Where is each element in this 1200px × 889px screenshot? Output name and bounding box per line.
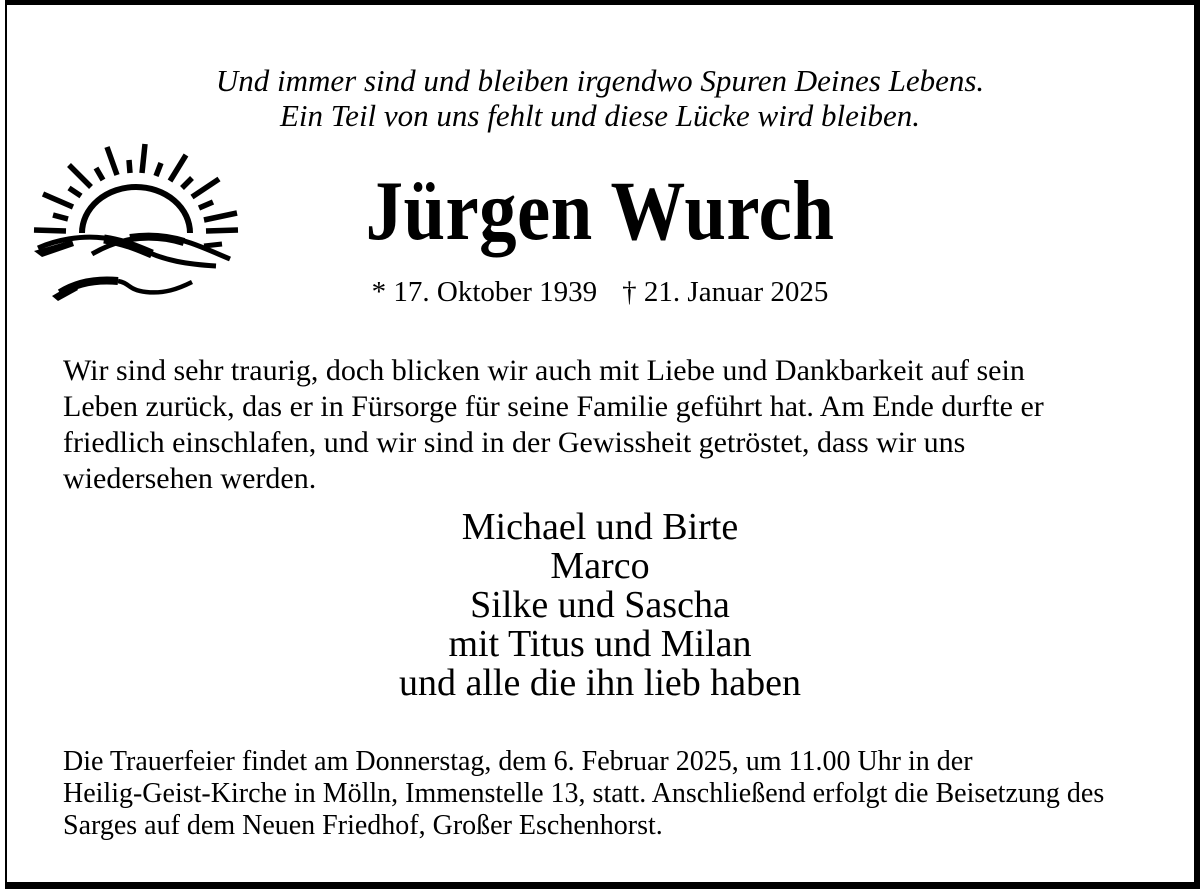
mourners-line-1: Michael und Birte — [461, 506, 739, 548]
condolence-line-1: Wir sind sehr traurig, doch blicken wir auch mit Liebe und Dankbarkeit auf sein — [63, 354, 1025, 387]
deceased-name: Jürgen Wurch — [365, 164, 835, 258]
mourners-line-5: und alle die ihn lieb haben — [398, 662, 802, 704]
condolence-line-3: friedlich einschlafen, und wir sind in der Gewissheit getröstet, dass wir uns — [63, 426, 966, 459]
mourners-line-3: Silke und Sascha — [470, 584, 730, 626]
birth-date: * 17. Oktober 1939 — [371, 276, 598, 308]
funeral-info-paragraph — [63, 746, 1104, 842]
condolence-line-4: wiedersehen werden. — [63, 462, 317, 495]
epigraph — [0, 63, 1200, 133]
mourners-line-2: Marco — [550, 545, 650, 587]
epigraph-line-2: Ein Teil von uns fehlt und diese Lücke wird bleiben. — [279, 98, 920, 133]
mourners-line-4: mit Titus und Milan — [448, 623, 752, 665]
epigraph-line-1: Und immer sind und bleiben irgendwo Spuren Deines Lebens. — [215, 63, 985, 98]
mourners-list — [0, 508, 1200, 703]
funeral-line-2: Heilig-Geist-Kirche in Mölln, Immenstelle 13, statt. Anschließend erfolgt die Beisetzung des — [63, 778, 1105, 809]
death-date: † 21. Januar 2025 — [622, 276, 829, 308]
life-dates — [0, 277, 1200, 307]
funeral-line-3: Sarges auf dem Neuen Friedhof, Großer Eschenhorst. — [63, 810, 663, 841]
funeral-line-1: Die Trauerfeier findet am Donnerstag, dem 6. Februar 2025, um 11.00 Uhr in der — [63, 746, 973, 777]
condolence-line-2: Leben zurück, das er in Fürsorge für seine Familie geführt hat. Am Ende durfte er — [63, 390, 1044, 423]
condolence-paragraph — [63, 353, 1044, 497]
